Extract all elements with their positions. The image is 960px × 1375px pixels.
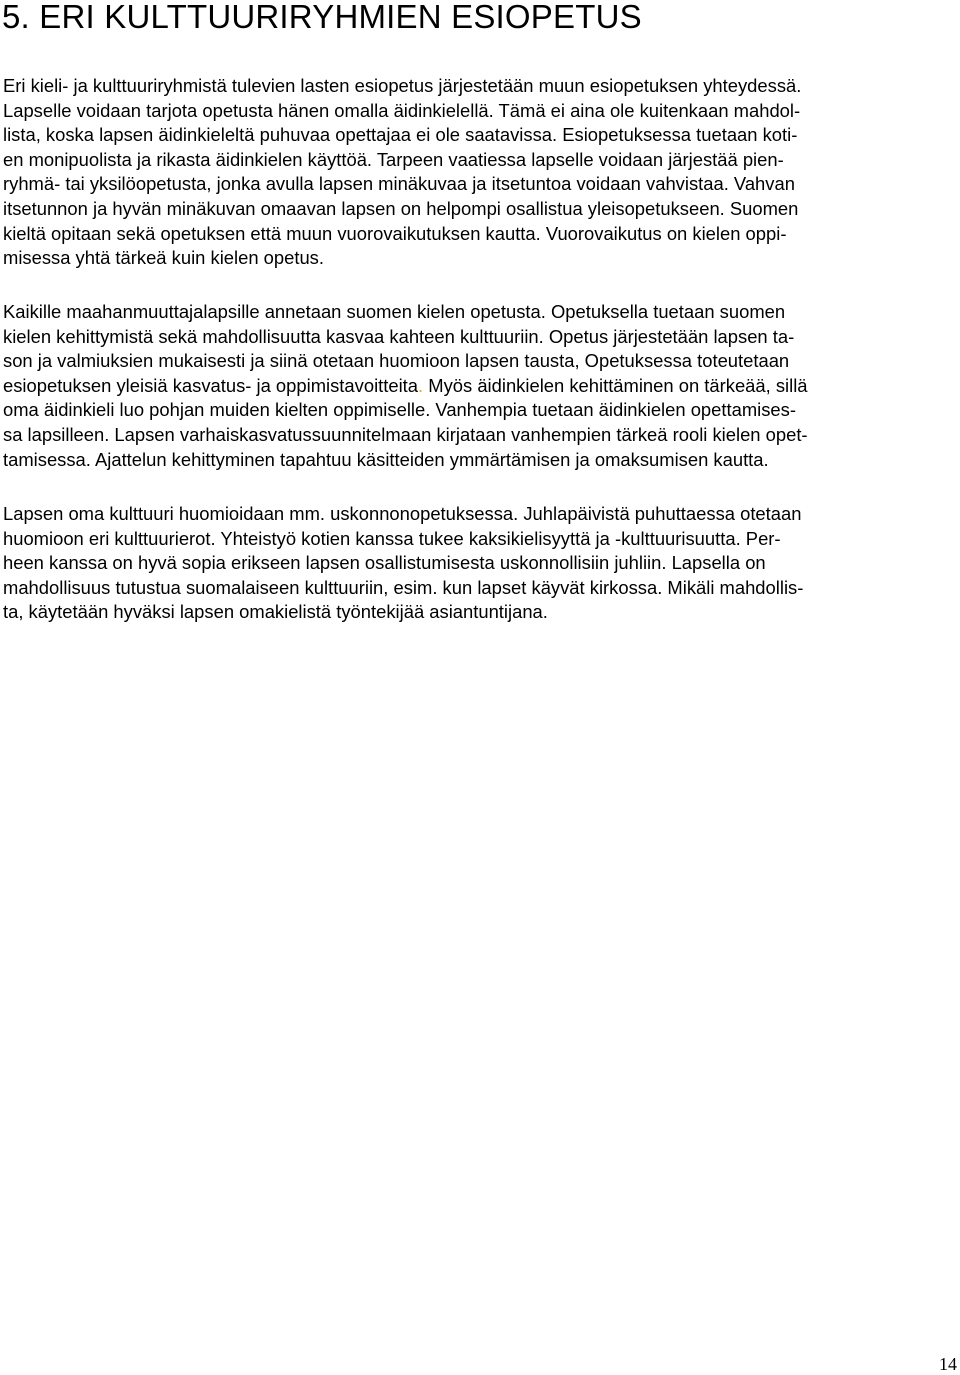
- line-segment: esiopetuksen yleisiä kasvatus- ja oppimistavoitteita: [3, 374, 419, 396]
- paragraph-line: itsetunnon ja hyvän minäkuvan omaavan lapsen on helpompi osallistua yleisopetukseen. Suomen: [3, 197, 799, 219]
- paragraph-line: oma äidinkieli luo pohjan muiden kielten oppimiselle. Vanhempia tuetaan äidinkielen opettamises-: [3, 399, 796, 421]
- section-heading: 5. ERI KULTTUURIRYHMIEN ESIOPETUS: [2, 0, 642, 35]
- paragraph-line: ta, käytetään hyväksi lapsen omakielistä työntekijää asiantuntijana.: [3, 601, 548, 623]
- paragraph-language-groups: [3, 74, 801, 271]
- accent-period: .: [418, 374, 424, 396]
- paragraph-line: huomioon eri kulttuurierot. Yhteistyö kotien kanssa tukee kaksikielisyyttä ja -kulttuurisuutta. Per-: [3, 527, 781, 549]
- paragraph-line: misessa yhtä tärkeä kuin kielen opetus.: [3, 247, 324, 269]
- paragraph-line: en monipuolista ja rikasta äidinkielen käyttöä. Tarpeen vaatiessa lapselle voidaan järjestää pien-: [3, 148, 784, 170]
- page-number: 14: [939, 1354, 957, 1374]
- paragraph-finnish-teaching: [3, 300, 808, 472]
- paragraph-own-culture: [3, 502, 803, 625]
- paragraph-line: ryhmä- tai yksilöopetusta, jonka avulla lapsen minäkuvaa ja itsetuntoa voidaan vahvistaa. Vahvan: [3, 173, 795, 195]
- paragraph-line: heen kanssa on hyvä sopia erikseen lapsen osallistumisesta uskonnollisiin juhliin. Lapsella on: [3, 552, 766, 574]
- paragraph-line: sa lapsilleen. Lapsen varhaiskasvatussuunnitelmaan kirjataan vanhempien tärkeä rooli kielen opet-: [3, 423, 808, 445]
- paragraph-line: Kaikille maahanmuuttajalapsille annetaan suomen kielen opetusta. Opetuksella tuetaan suomen: [3, 301, 786, 322]
- line-segment: Myös äidinkielen kehittäminen on tärkeää, sillä: [428, 374, 808, 396]
- paragraph-line: Lapsen oma kulttuuri huomioidaan mm. uskonnonopetuksessa. Juhlapäivistä puhuttaessa otetaan: [3, 503, 802, 524]
- paragraph-line: Eri kieli- ja kulttuuriryhmistä tulevien lasten esiopetus järjestetään muun esiopetuksen yhteydessä.: [3, 75, 802, 96]
- paragraph-line: son ja valmiuksien mukaisesti ja siinä otetaan huomioon lapsen tausta, Opetuksessa toteutetaan: [3, 350, 790, 372]
- paragraph-line: mahdollisuus tutustua suomalaiseen kulttuuriin, esim. kun lapset käyvät kirkossa. Mikäli mahdollis-: [3, 576, 804, 598]
- paragraph-line: Lapselle voidaan tarjota opetusta hänen omalla äidinkielellä. Tämä ei aina ole kuitenkaan mahdol-: [3, 99, 801, 121]
- paragraph-line: [3, 374, 808, 399]
- paragraph-line: lista, koska lapsen äidinkieleltä puhuvaa opettajaa ei ole saatavissa. Esiopetuksessa tuetaan koti-: [3, 124, 798, 146]
- paragraph-line: tamisessa. Ajattelun kehittyminen tapahtuu käsitteiden ymmärtämisen ja omaksumisen kautta.: [3, 448, 769, 470]
- paragraph-line: kielen kehittymistä sekä mahdollisuutta kasvaa kahteen kulttuuriin. Opetus järjestetään lapsen ta-: [3, 325, 795, 347]
- paragraph-line: kieltä opitaan sekä opetuksen että muun vuorovaikutuksen kautta. Vuorovaikutus on kielen oppi-: [3, 222, 787, 244]
